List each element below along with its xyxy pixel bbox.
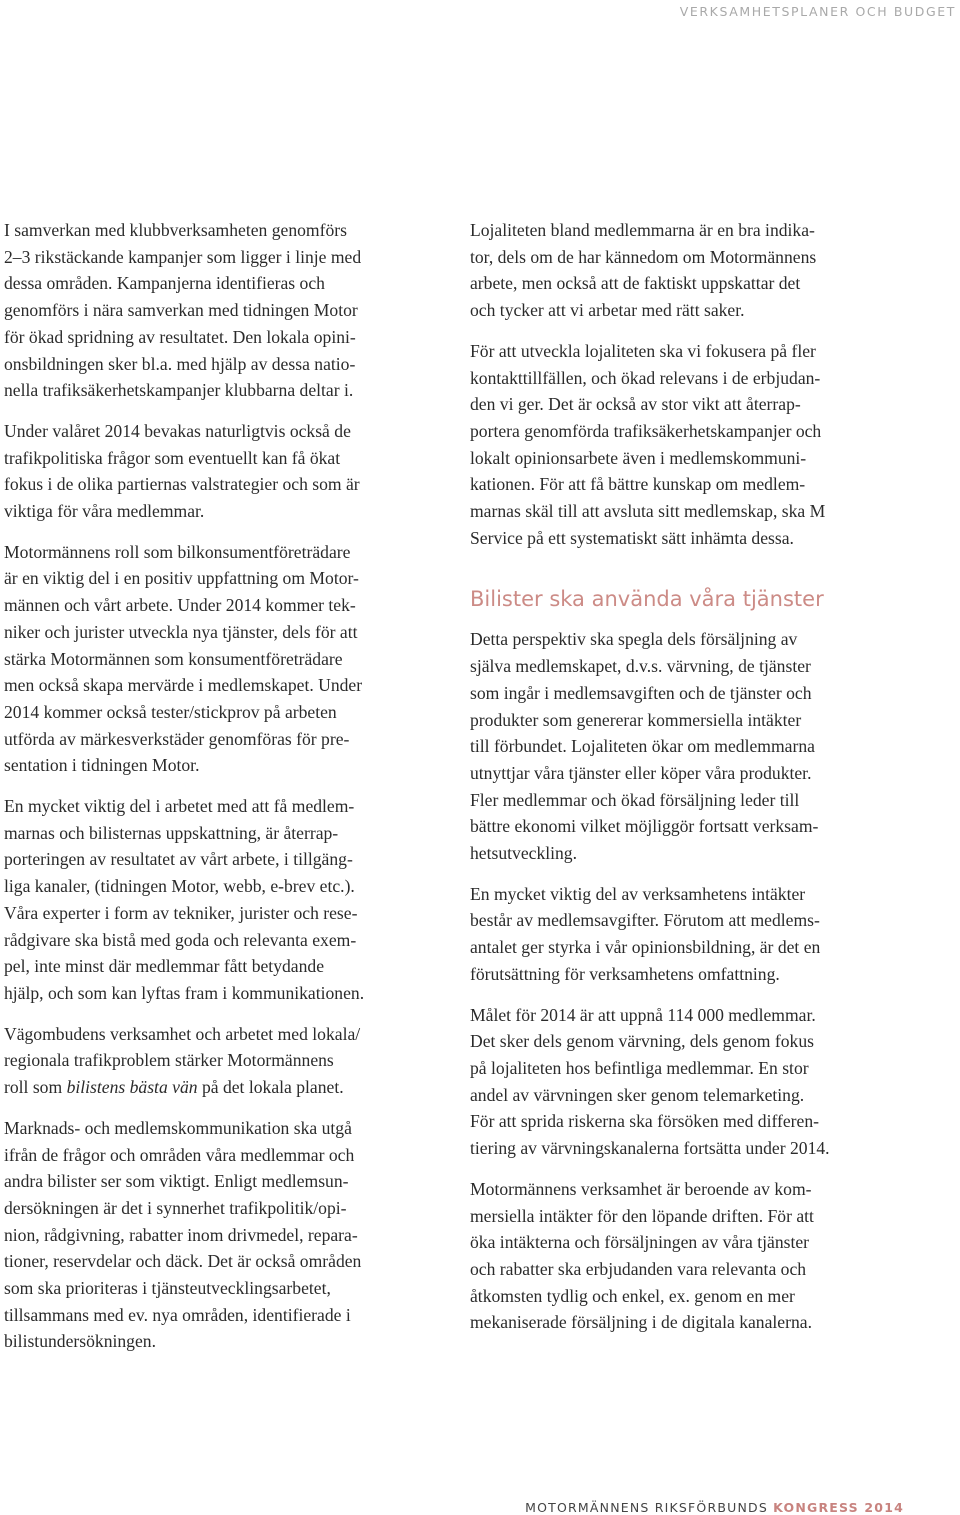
paragraph bbox=[470, 1002, 910, 1162]
text-line: bilistundersökningen. bbox=[4, 1331, 156, 1352]
text-line: den vi ger. Det är också av stor vikt att återrap- bbox=[470, 394, 801, 415]
text-line: dersökningen är det i synnerhet trafikpolitik/opi- bbox=[4, 1197, 347, 1218]
text-line: En mycket viktig del av verksamhetens intäkter bbox=[470, 883, 806, 904]
text-line: Fler medlemmar och ökad försäljning leder till bbox=[470, 789, 800, 810]
paragraph bbox=[470, 217, 910, 324]
paragraph bbox=[4, 793, 440, 1007]
text-line: som ingår i medlemsavgiften och de tjänster och bbox=[470, 682, 812, 703]
text-line: 2014 kommer också tester/stickprov på arbeten bbox=[4, 701, 337, 722]
text-line: Service på ett systematiskt sätt inhämta dessa. bbox=[470, 527, 794, 548]
text-line: lokalt opinionsarbete även i medlemskommuni- bbox=[470, 447, 807, 468]
text-run: roll som bbox=[4, 1077, 67, 1098]
text-line: Under valåret 2014 bevakas naturligtvis också de bbox=[4, 420, 351, 441]
page-footer bbox=[525, 1500, 904, 1515]
text-line: tillsammans med ev. nya områden, identifierade i bbox=[4, 1304, 351, 1325]
text-line: sentation i tidningen Motor. bbox=[4, 755, 200, 776]
text-line: arbete, men också att de faktiskt uppskattar det bbox=[470, 273, 801, 294]
text-line: själva medlemskapet, d.v.s. värvning, de tjänster bbox=[470, 656, 811, 677]
text-line: portera genomförda trafiksäkerhetskampanjer och bbox=[470, 420, 822, 441]
text-line: dessa områden. Kampanjerna identifieras och bbox=[4, 273, 325, 294]
running-header: VERKSAMHETSPLANER OCH BUDGET bbox=[679, 4, 956, 19]
text-line: bättre ekonomi vilket möjliggör fortsatt verksam- bbox=[470, 816, 819, 837]
section-heading: Bilister ska använda våra tjänster bbox=[470, 587, 824, 612]
text-line: Motormännens roll som bilkonsumentföreträdare bbox=[4, 541, 351, 562]
text-line: En mycket viktig del i arbetet med att få medlem- bbox=[4, 796, 355, 817]
paragraph bbox=[4, 418, 440, 525]
text-line: I samverkan med klubbverksamheten genomförs bbox=[4, 220, 347, 240]
text-line: består av medlemsavgifter. Förutom att medlems- bbox=[470, 910, 820, 931]
text-line: onsbildningen sker bl.a. med hjälp av dessa natio- bbox=[4, 353, 356, 374]
text-line: marnas och bilisternas uppskattning, är återrap- bbox=[4, 822, 339, 843]
text-line: rådgivare ska bistå med goda och relevanta exem- bbox=[4, 929, 357, 950]
text-line: männen och vårt arbete. Under 2014 kommer tek- bbox=[4, 595, 356, 616]
text-line: mekaniserade försäljning i de digitala kanalerna. bbox=[470, 1312, 812, 1333]
text-line: tiering av värvningskanalerna fortsätta under 2014. bbox=[470, 1138, 830, 1159]
left-column bbox=[4, 217, 440, 1369]
text-line: marnas skäl till att avsluta sitt medlemskap, ska M bbox=[470, 501, 826, 522]
text-line: kationen. För att få bättre kunskap om medlem- bbox=[470, 474, 806, 495]
text-line: men också skapa mervärde i medlemskapet. Under bbox=[4, 675, 363, 696]
text-line: nella trafiksäkerhetskampanjer klubbarna deltar i. bbox=[4, 380, 354, 401]
text-line: fokus i de olika partiernas valstrategier och som är bbox=[4, 474, 360, 495]
text-line: kontakttillfällen, och ökad relevans i de erbjudan- bbox=[470, 367, 821, 388]
text-line: tioner, reservdelar och däck. Det är också områden bbox=[4, 1251, 362, 1272]
text-line bbox=[4, 1074, 440, 1101]
footer-organization: MOTORMÄNNENS RIKSFÖRBUNDS bbox=[525, 1500, 768, 1515]
text-line: För att sprida riskerna ska försöken med differen- bbox=[470, 1111, 819, 1132]
text-line: på lojaliteten hos befintliga medlemmar. En stor bbox=[470, 1057, 809, 1078]
text-line: utnyttjar våra tjänster eller köper våra produkter. bbox=[470, 762, 812, 783]
right-column bbox=[470, 217, 910, 1350]
text-line: Marknads- och medlemskommunikation ska utgå bbox=[4, 1117, 352, 1138]
text-line: regionala trafikproblem stärker Motormännens bbox=[4, 1050, 334, 1071]
text-line: pel, inte minst där medlemmar fått betydande bbox=[4, 956, 325, 977]
paragraph bbox=[4, 539, 440, 779]
text-line: till förbundet. Lojaliteten ökar om medlemmarna bbox=[470, 736, 815, 757]
text-line: utförda av märkesverkstäder genomföras för pre- bbox=[4, 728, 350, 749]
text-line: viktiga för våra medlemmar. bbox=[4, 501, 205, 522]
text-line: Våra experter i form av tekniker, jurister och rese- bbox=[4, 902, 358, 923]
text-line: Målet för 2014 är att uppnå 114 000 medlemmar. bbox=[470, 1004, 816, 1025]
text-line: för ökad spridning av resultatet. Den lokala opini- bbox=[4, 326, 356, 347]
paragraph bbox=[4, 217, 440, 404]
text-line: antalet ger styrka i vår opinionsbildning, är det en bbox=[470, 937, 821, 958]
text-line: niker och jurister utveckla nya tjänster, dels för att bbox=[4, 621, 358, 642]
text-line: ifrån de frågor och områden våra medlemmar och bbox=[4, 1144, 355, 1165]
text-line: Detta perspektiv ska spegla dels försäljning av bbox=[470, 629, 798, 650]
text-line: andel av värvningen sker genom telemarketing. bbox=[470, 1084, 805, 1105]
paragraph bbox=[470, 1176, 910, 1336]
emphasis-text: bilistens bästa vän bbox=[66, 1077, 198, 1098]
text-line: genomförs i nära samverkan med tidningen Motor bbox=[4, 300, 358, 321]
text-line: åtkomsten tydlig och enkel, ex. genom en mer bbox=[470, 1285, 795, 1306]
text-line: hetsutveckling. bbox=[470, 843, 578, 864]
paragraph bbox=[470, 881, 910, 988]
text-line: är en viktig del i en positiv uppfattning om Motor- bbox=[4, 568, 359, 589]
text-line: och tycker att vi arbetar med rätt saker. bbox=[470, 300, 745, 321]
text-line: Motormännens verksamhet är beroende av kom- bbox=[470, 1178, 812, 1199]
text-line: Vägombudens verksamhet och arbetet med lokala/ bbox=[4, 1023, 361, 1044]
text-run: på det lokala planet. bbox=[197, 1077, 344, 1098]
text-line: produkter som genererar kommersiella intäkter bbox=[470, 709, 802, 730]
text-line: För att utveckla lojaliteten ska vi fokusera på fler bbox=[470, 340, 816, 361]
text-line: Det sker dels genom värvning, dels genom fokus bbox=[470, 1031, 814, 1052]
text-line: tor, dels om de har kännedom om Motormännens bbox=[470, 246, 817, 267]
paragraph bbox=[470, 338, 910, 552]
text-line: andra bilister ser som viktigt. Enligt medlemsun- bbox=[4, 1171, 349, 1192]
text-line: öka intäkterna och försäljningen av våra tjänster bbox=[470, 1232, 810, 1253]
text-line: förutsättning för verksamhetens omfattning. bbox=[470, 963, 780, 984]
text-line: stärka Motormännen som konsumentföreträdare bbox=[4, 648, 343, 669]
text-line: 2–3 rikstäckande kampanjer som ligger i linje med bbox=[4, 246, 362, 267]
text-line: porteringen av resultatet av vårt arbete, i tillgäng- bbox=[4, 849, 353, 870]
footer-event: KONGRESS 2014 bbox=[773, 1500, 904, 1515]
paragraph bbox=[4, 1115, 440, 1355]
paragraph bbox=[470, 626, 910, 866]
text-line: liga kanaler, (tidningen Motor, webb, e-brev etc.). bbox=[4, 876, 355, 897]
text-line: mersiella intäkter för den löpande driften. För att bbox=[470, 1205, 814, 1226]
text-line: hjälp, och som kan lyftas fram i kommunikationen. bbox=[4, 982, 365, 1003]
text-line: nion, rådgivning, rabatter inom drivmedel, repara- bbox=[4, 1224, 358, 1245]
text-line: trafikpolitiska frågor som eventuellt kan få ökat bbox=[4, 447, 341, 468]
text-line: Lojaliteten bland medlemmarna är en bra indika- bbox=[470, 220, 815, 240]
text-line: som ska prioriteras i tjänsteutvecklingsarbetet, bbox=[4, 1278, 331, 1299]
text-line: och rabatter ska erbjudanden vara relevanta och bbox=[470, 1258, 807, 1279]
paragraph bbox=[4, 1021, 440, 1101]
